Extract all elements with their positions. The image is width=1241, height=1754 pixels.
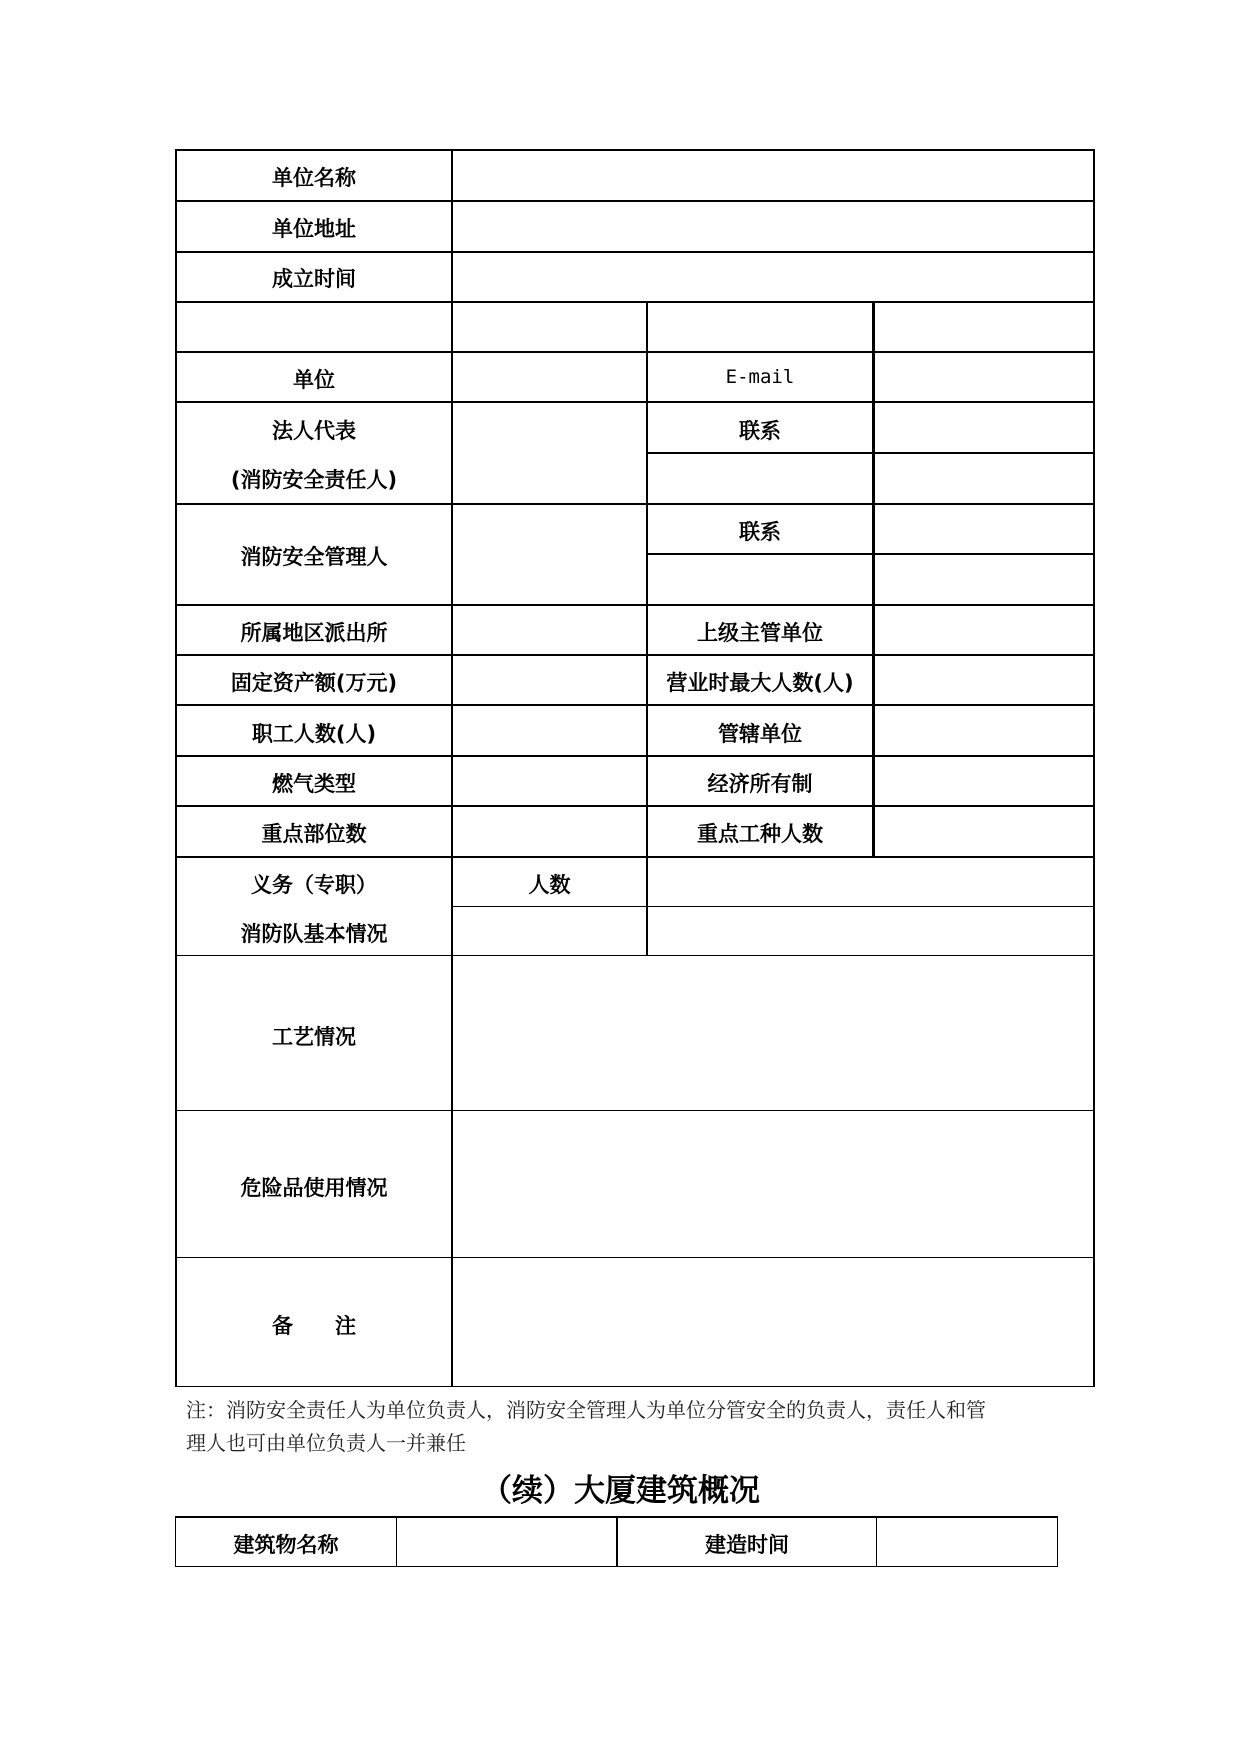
row-line (646, 553, 1095, 555)
row-line (175, 856, 1095, 858)
process-field[interactable] (453, 956, 1093, 1110)
gas-type-label: 燃气类型 (272, 772, 356, 796)
unit-address-field[interactable] (453, 202, 1093, 251)
ownership-label: 经济所有制 (707, 772, 813, 796)
contact-label-1: 联系 (739, 419, 781, 443)
fixed-assets-label: 固定资产额(万元) (230, 671, 398, 695)
legal-rep-sub-label: (消防安全责任人) (230, 468, 398, 492)
building-name-field[interactable] (397, 1518, 616, 1566)
max-people-label: 营业时最大人数(人) (666, 671, 854, 695)
process-label: 工艺情况 (272, 1025, 356, 1049)
hazmat-field[interactable] (453, 1111, 1093, 1257)
remarks-field[interactable] (453, 1258, 1093, 1386)
table-border-right (1057, 1516, 1058, 1567)
unit-label: 单位 (293, 368, 335, 392)
jurisdiction-label: 管辖单位 (718, 722, 802, 746)
fire-manager-label: 消防安全管理人 (240, 545, 388, 569)
key-workers-label: 重点工种人数 (697, 822, 823, 846)
hazmat-label: 危险品使用情况 (240, 1176, 388, 1200)
footnote-line-2: 理人也可由单位负责人一并兼任 (186, 1431, 466, 1455)
row-line (646, 452, 1095, 454)
built-time-field[interactable] (877, 1518, 1057, 1566)
email-field[interactable] (875, 353, 1093, 401)
key-sites-label: 重点部位数 (261, 822, 367, 846)
built-time-label: 建造时间 (705, 1533, 789, 1557)
headcount-label: 人数 (528, 873, 571, 897)
row-line (175, 755, 1095, 757)
established-label: 成立时间 (272, 267, 356, 291)
unit-field[interactable] (453, 353, 646, 401)
staff-count-label: 职工人数(人) (251, 722, 377, 746)
established-field[interactable] (453, 253, 1093, 301)
section-title: （续）大厦建筑概况 (481, 1473, 760, 1509)
footnote-line-1: 注：消防安全责任人为单位负责人，消防安全管理人为单位分管安全的负责人，责任人和管 (186, 1398, 986, 1422)
row-line (175, 604, 1095, 606)
unit-name-label: 单位名称 (272, 166, 356, 190)
brigade-sub-label: 消防队基本情况 (240, 922, 388, 946)
police-station-label: 所属地区派出所 (240, 621, 388, 645)
row-line (175, 301, 1095, 303)
remarks-label: 备 注 (272, 1314, 356, 1338)
building-name-label: 建筑物名称 (233, 1533, 339, 1557)
table-border-bottom (175, 1386, 1095, 1387)
contact-label-2: 联系 (739, 520, 781, 544)
unit-address-label: 单位地址 (272, 217, 356, 241)
row-line (175, 654, 1095, 656)
row-line (451, 906, 1095, 907)
fire-manager-field[interactable] (453, 505, 646, 604)
legal-rep-field[interactable] (453, 403, 646, 503)
legal-rep-label: 法人代表 (272, 419, 356, 443)
brigade-label: 义务（专职） (251, 873, 377, 897)
row-line (175, 704, 1095, 706)
unit-name-field[interactable] (453, 151, 1093, 200)
table-border-right (1093, 149, 1095, 1387)
row-line (175, 805, 1095, 807)
superior-unit-label: 上级主管单位 (697, 621, 823, 645)
email-label: E-mail (725, 366, 795, 388)
